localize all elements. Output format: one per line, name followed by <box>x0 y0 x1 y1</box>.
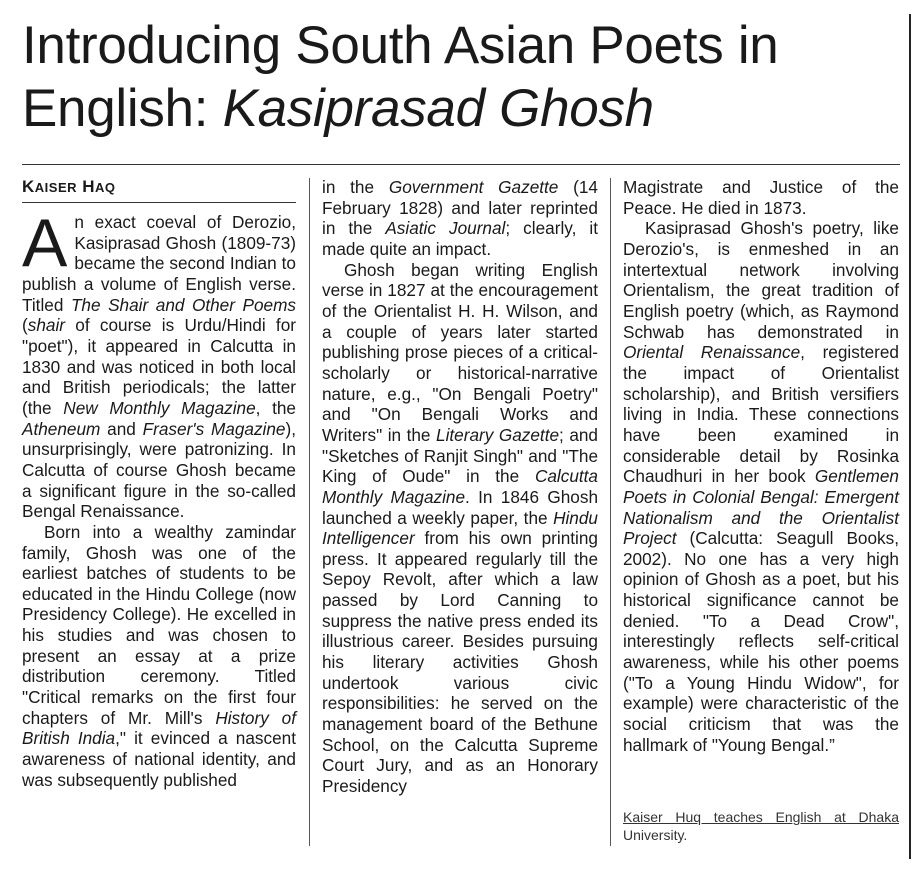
title-line-1: Introducing South Asian Poets in <box>22 16 779 75</box>
column-2 <box>322 177 598 797</box>
paragraph: Kasiprasad Ghosh's poetry, like Derozio's, is enmeshed in an intertextual network involving Orientalism, the great tradition of English poetry (which, as Raymond Schwab has demonstrated in Oriental Renaissance, registered the impact of Orientalist scholarship), and British versifiers living in India. These connections have been examined in considerable detail by Rosinka Chaudhuri in her book Gentlemen Poets in Colonial Bengal: Emergent Nationalism and the Orientalist Project (Calcutta: Seagull Books, 2002). No one has a very high opinion of Ghosh as a poet, but his historical significance cannot be denied. "To a Dead Crow", interestingly reflects self-critical awareness, while his other poems ("To a Young Hindu Widow", for example) were characteristic of the social criticism that was the hallmark of "Young Bengal.” <box>623 218 899 755</box>
column-divider-2 <box>610 178 611 846</box>
column-divider-1 <box>309 178 310 846</box>
title-line-2: English: <box>22 79 223 138</box>
paragraph: Magistrate and Justice of the Peace. He died in 1873. <box>623 177 899 218</box>
paragraph: Born into a wealthy zamindar family, Ghosh was one of the earliest batches of students to be educated in the Hindu College (now Presidency College). He excelled in his studies and was chosen to present an essay at a prize distribution ceremony. Titled "Critical remarks on the first four chapters of Mr. Mill's History of British India," it evinced a nascent awareness of national identity, and was subsequently published <box>22 521 297 790</box>
paragraph: An exact coeval of Derozio, Kasiprasad Ghosh (1809-73) became the second Indian to publish a volume of English verse. Titled The Shair and Other Poems (shair of course is Urdu/Hindi for "poet"), it appeared in Calcutta in 1830 and was noticed in both local and British periodicals; the latter (the New Monthly Magazine, the Atheneum and Fraser's Magazine), unsurprisingly, were patronizing. In Calcutta of course Ghosh became a significant figure in the so-called Bengal Renaissance. <box>22 205 296 522</box>
title-poet-name: Kasiprasad Ghosh <box>222 79 654 138</box>
drop-cap: A <box>22 205 68 281</box>
paragraph: Ghosh began writing English verse in 1827 at the encouragement of the Orientalist H. H. Wilson, and a couple of years later started publishing prose pieces of a critical-scholarly or historical-narrative nature, e.g., "On Bengali Poetry" and "On Bengali Works and Writers" in the Literary Gazette; and "Sketches of Ranjit Singh" and "The King of Oude" in the Calcutta Monthly Magazine. In 1846 Ghosh launched a weekly paper, the Hindu Intelligencer from his own printing press. It appeared regularly till the Sepoy Revolt, after which a law passed by Lord Canning to suppress the native press ended its illustrious career. Besides pursuing his literary activities Ghosh undertook various civic responsibilities: he served on the management board of the Bethune School, on the Calcutta Supreme Court Jury, and as an Honorary Presidency <box>322 259 599 797</box>
column-1 <box>22 205 297 790</box>
byline-rule <box>22 202 296 203</box>
column-3 <box>623 177 899 755</box>
author-byline: KAISER HAQ <box>22 177 116 196</box>
paragraph: in the Government Gazette (14 February 1828) and later reprinted in the Asiatic Journal; clearly, it made quite an impact. <box>322 177 598 259</box>
article-title <box>22 14 902 140</box>
right-border-rule <box>909 14 911 859</box>
title-rule <box>22 164 900 165</box>
author-note: Kaiser Huq teaches English at Dhaka University. <box>623 809 899 843</box>
